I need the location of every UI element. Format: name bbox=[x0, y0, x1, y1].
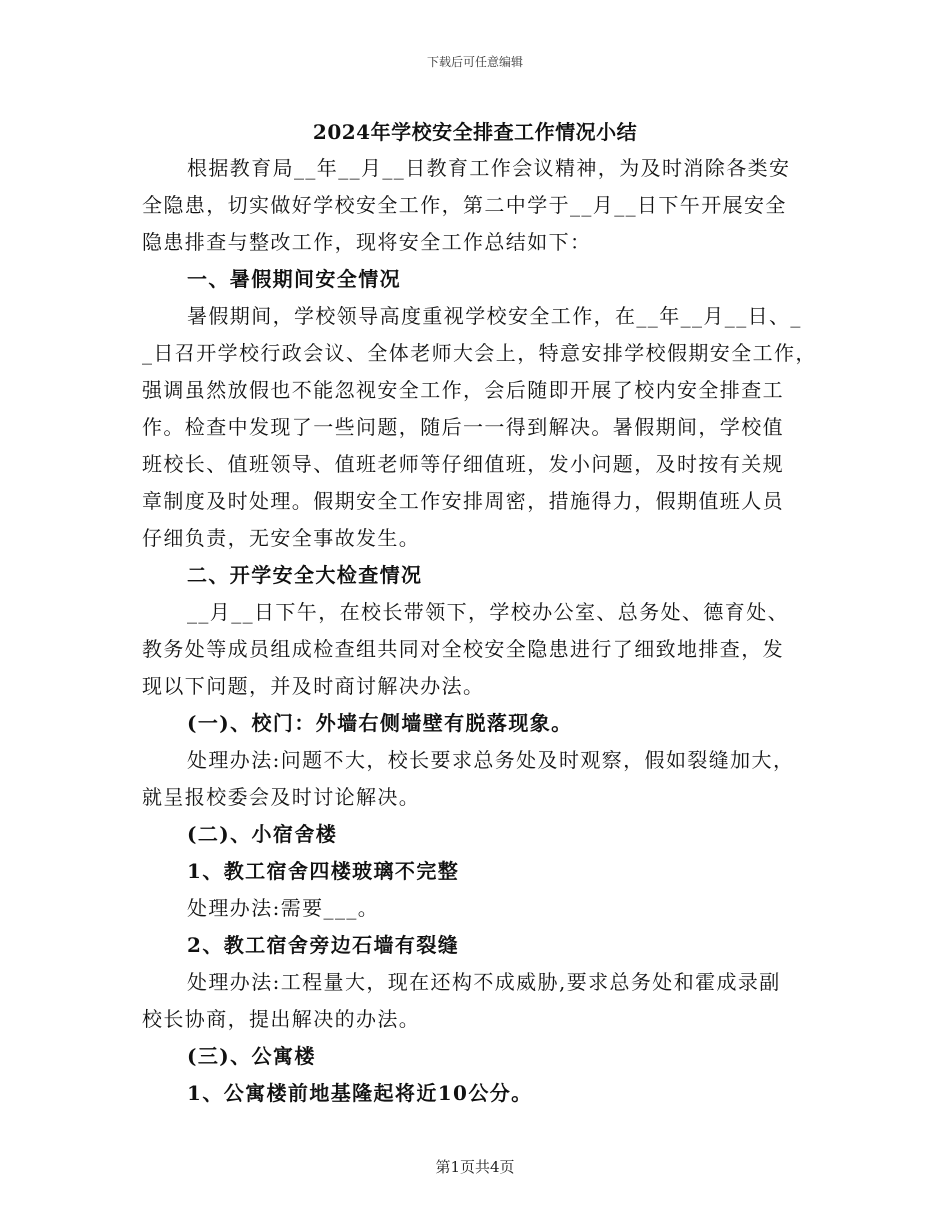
body-line: __月__日下午，在校长带领下，学校办公室、总务处、德育处、 bbox=[187, 600, 789, 624]
body-line: 强调虽然放假也不能忽视安全工作，会后随即开展了校内安全排查工 bbox=[142, 378, 784, 402]
body-line: 隐患排查与整改工作，现将安全工作总结如下： bbox=[142, 230, 592, 254]
body-line: 暑假期间，学校领导高度重视学校安全工作，在__年__月__日、_ bbox=[187, 304, 802, 328]
body-line: 就呈报校委会及时讨论解决。 bbox=[142, 785, 421, 809]
subsection-heading: (二)、小宿舍楼 bbox=[187, 822, 338, 846]
page-footer: 第1页共4页 bbox=[435, 1158, 515, 1176]
body-line: 现以下问题，并及时商讨解决办法。 bbox=[142, 674, 485, 698]
body-line: 班校长、值班领导、值班老师等仔细值班，发小问题，及时按有关规 bbox=[142, 452, 784, 476]
body-line: 作。检查中发现了一些问题，随后一一得到解决。暑假期间，学校值 bbox=[142, 415, 784, 439]
item-heading: 2、教工宿舍旁边石墙有裂缝 bbox=[187, 933, 460, 957]
subsection-heading: (一)、校门：外墙右侧墙壁有脱落现象。 bbox=[187, 711, 573, 735]
section-heading: 一、暑假期间安全情况 bbox=[187, 267, 401, 291]
section-heading: 二、开学安全大检查情况 bbox=[187, 563, 423, 587]
page-header: 下载后可任意编辑 bbox=[426, 55, 523, 69]
item-heading: 1、教工宿舍四楼玻璃不完整 bbox=[187, 859, 460, 883]
body-line: 处理办法:需要___。 bbox=[187, 896, 380, 920]
body-line: 教务处等成员组成检查组共同对全校安全隐患进行了细致地排查，发 bbox=[142, 637, 784, 661]
body-line: 根据教育局__年__月__日教育工作会议精神，为及时消除各类安 bbox=[187, 156, 791, 180]
body-line: _日召开学校行政会议、全体老师大会上，特意安排学校假期安全工作， bbox=[142, 341, 817, 365]
body-line: 全隐患，切实做好学校安全工作，第二中学于__月__日下午开展安全 bbox=[142, 193, 787, 217]
document-title: 2024年学校安全排查工作情况小结 bbox=[312, 120, 638, 144]
body-line: 处理办法:问题不大，校长要求总务处及时观察，假如裂缝加大， bbox=[187, 748, 795, 772]
body-line: 校长协商，提出解决的办法。 bbox=[142, 1007, 421, 1031]
item-heading: 1、公寓楼前地基隆起将近10公分。 bbox=[187, 1081, 533, 1105]
body-line: 仔细负责，无安全事故发生。 bbox=[142, 526, 421, 550]
body-line: 处理办法:工程量大，现在还构不成威胁,要求总务处和霍成录副 bbox=[187, 970, 781, 994]
subsection-heading: (三)、公寓楼 bbox=[187, 1044, 316, 1068]
body-line: 章制度及时处理。假期安全工作安排周密，措施得力，假期值班人员 bbox=[142, 489, 784, 513]
